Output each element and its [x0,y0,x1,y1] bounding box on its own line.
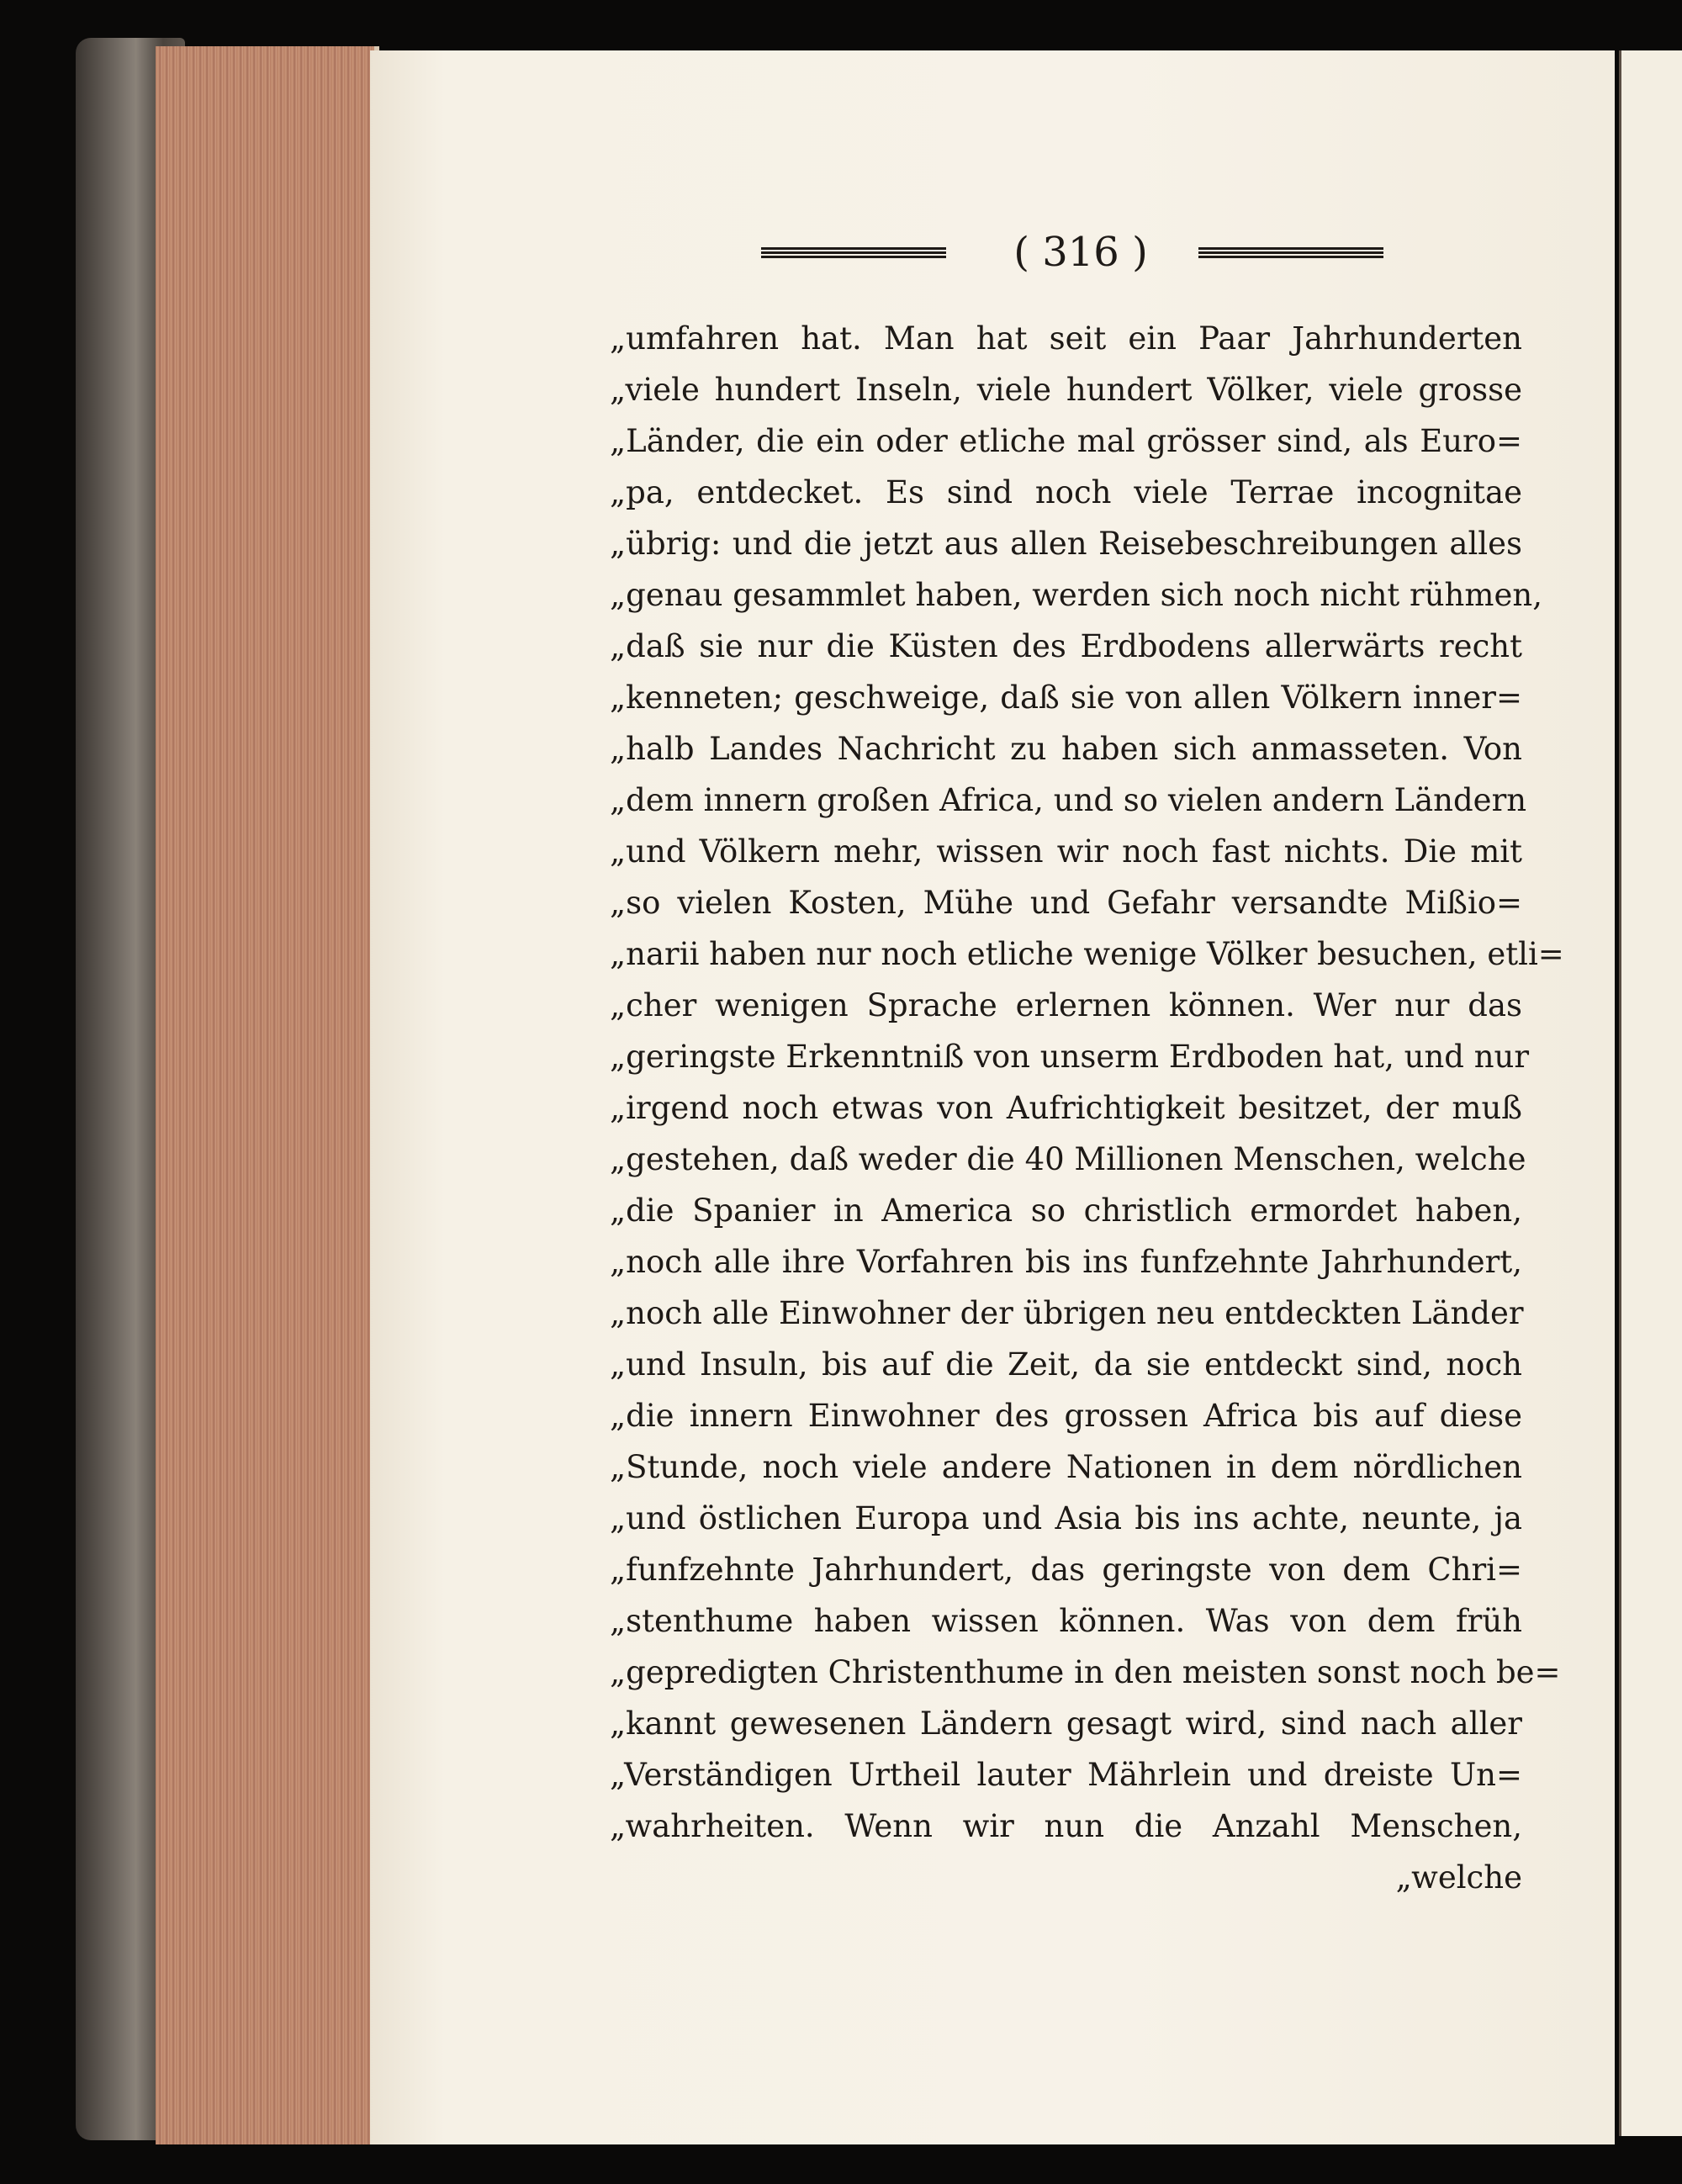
text-line: „die innern Einwohner des grossen Africa bis auf diese [610,1398,1522,1434]
text-line: „noch alle ihre Vorfahren bis ins funfzehnte Jahrhundert, [610,1244,1522,1280]
text-line: „kenneten; geschweige, daß sie von allen Völkern inner= [610,680,1522,716]
page-header [761,229,1400,279]
text-line: „noch alle Einwohner der übrigen neu entdeckten Länder [610,1295,1524,1331]
text-line: „viele hundert Inseln, viele hundert Völker, viele grosse [610,372,1522,408]
text-line: „gestehen, daß weder die 40 Millionen Menschen, welche [610,1141,1526,1177]
text-line: „funfzehnte Jahrhundert, das geringste von dem Chri= [610,1552,1522,1588]
text-line: „dem innern großen Africa, und so vielen andern Ländern [610,782,1527,818]
text-line: „Stunde, noch viele andere Nationen in dem nördlichen [610,1449,1522,1485]
body-text [610,313,1564,1903]
text-line: „und Völkern mehr, wissen wir noch fast nichts. Die mit [610,833,1522,870]
text-line: „pa, entdecket. Es sind noch viele Terrae incognitae [610,474,1522,510]
text-line: „gepredigten Christenthume in den meisten sonst noch be= [610,1654,1561,1690]
text-line: „Verständigen Urtheil lauter Mährlein und dreiste Un= [610,1757,1522,1793]
text-line: „und Insuln, bis auf die Zeit, da sie entdeckt sind, noch [610,1346,1522,1383]
text-line: „umfahren hat. Man hat seit ein Paar Jahrhunderten [610,320,1522,357]
text-line: „die Spanier in America so christlich ermordet haben, [610,1192,1522,1229]
text-line: „und östlichen Europa und Asia bis ins achte, neunte, ja [610,1500,1522,1536]
text-line: „übrig: und die jetzt aus allen Reisebeschreibungen alles [610,526,1522,562]
text-line: „irgend noch etwas von Aufrichtigkeit besitzet, der muß [610,1090,1522,1126]
text-line: „cher wenigen Sprache erlernen können. Wer nur das [610,987,1522,1023]
page-number: ( 316 ) [1013,229,1148,276]
text-line: „narii haben nur noch etliche wenige Völker besuchen, etli= [610,936,1564,972]
header-rule-right [1198,247,1383,259]
text-line: „Länder, die ein oder etliche mal grösser sind, als Euro= [610,423,1522,459]
header-rule-left [761,247,946,259]
text-line: „so vielen Kosten, Mühe und Gefahr versandte Mißio= [610,885,1522,921]
text-line: „stenthume haben wissen können. Was von dem früh [610,1603,1522,1639]
text-line: „genau gesammlet haben, werden sich noch nicht rühmen, [610,577,1542,613]
text-line: „halb Landes Nachricht zu haben sich anmasseten. Von [610,731,1522,767]
page-edges [156,46,379,2144]
text-line: „geringste Erkenntniß von unserm Erdboden hat, und nur [610,1039,1530,1075]
text-line: „daß sie nur die Küsten des Erdbodens allerwärts recht [610,628,1522,664]
facing-page-edge [1619,50,1682,2136]
catchword: „welche [1395,1859,1522,1896]
text-line: „wahrheiten. Wenn wir nun die Anzahl Menschen, [610,1808,1522,1844]
text-line: „kannt gewesenen Ländern gesagt wird, sind nach aller [610,1705,1522,1742]
